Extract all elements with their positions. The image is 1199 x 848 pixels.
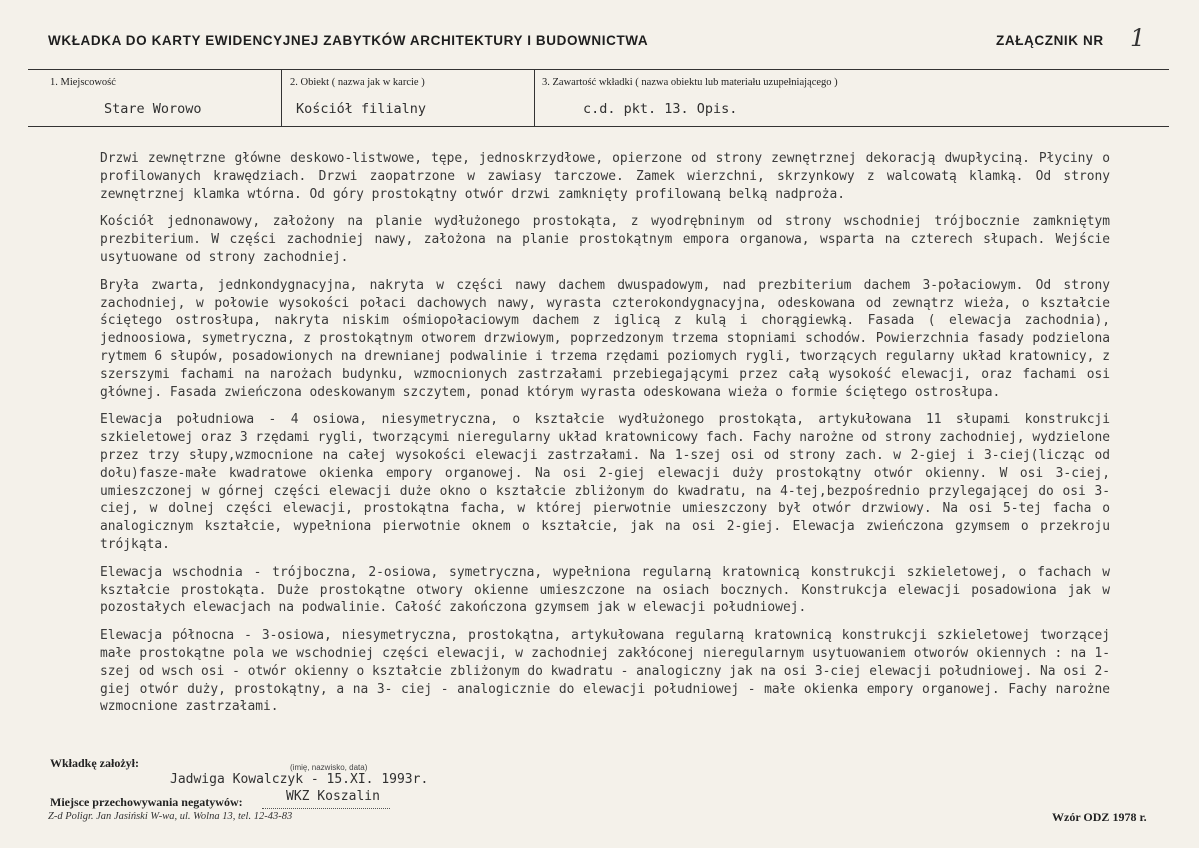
annex-number: 1 xyxy=(1130,24,1146,52)
paragraph-doors: Drzwi zewnętrzne główne deskowo-listwowe, tępe, jednoskrzydłowe, opierzone od strony zewnętrznej dekoracją dwupłyciną. Płyciny o profilowanych krawędziach. Drzwi zaopatrzone w zawiasy tarczowe. Zamek wierzchni, skrzynkowy z walcowatą klamką. Od strony zewnętrznej klamka wtórna. Od góry prostokątny otwór drzwi zamknięty profilowaną belką nadproża. xyxy=(100,151,1110,202)
content-label: 3. Zawartość wkładki ( nazwa obiektu lub materiału uzupełniającego ) xyxy=(542,77,838,88)
field-divider xyxy=(281,70,282,126)
paragraph-church-plan: Kościół jednonawowy, założony na planie wydłużonego prostokąta, z wyodrębninym od strony wschodniej trójbocznie zamkniętym prezbiterium. W części zachodniej nawy, założona na planie prostokątnym empora organowa, wsparta na czterech słupach. Wejście usytuowane od strony zachodniej. xyxy=(100,214,1110,265)
description-text xyxy=(100,150,1110,726)
form-pattern: Wzór ODZ 1978 r. xyxy=(1052,810,1147,824)
storage-value: WKZ Koszalin xyxy=(286,789,380,804)
place-value: Stare Worowo xyxy=(104,101,202,117)
paragraph-south-elevation: Elewacja południowa - 4 osiowa, niesymetryczna, o kształcie wydłużonego prostokąta, artykułowana 11 słupami konstrukcji szkieletowej oraz 3 rzędami rygli, tworzącymi nieregularny układ kratownicowy fach. Fachy narożne od strony zachodniej, wydzielone przez trzy słupy,wzmocnione na całej wysokości elewacji zastrzałami. Na 1-szej osi od strony zach. w 2-giej i 3-ciej(licząc od dołu)fasze-małe kwadratowe okienka empory organowej. Na osi 2-giej elewacji duży prostokątny otwór okienny. W osi 3-ciej, umieszczonej w górnej części elewacji duże okno o kształcie zbliżonym do kwadratu, na 4-tej,bezpośrednio przylegającej do osi 3-ciej, w dolnej części elewacji, prostokątna facha, w której pierwotnie umieszczony był otwór drzwiowy. Na osi 5-tej facha o analogicznym kształcie, wypełniona pierwotnie oknem o kształcie, jak na osi 2-giej. Elewacja zwieńczona gzymsem o przekroju trójkąta. xyxy=(100,412,1110,552)
paragraph-north-elevation: Elewacja północna - 3-osiowa, niesymetryczna, prostokątna, artykułowana regularną kratownicą konstrukcji szkieletowej tworzącej małe prostokątne pola we wschodniej części elewacji, w zachodniej zakłóconej nieregularnym usytuowaniem otworów okiennych : na 1-szej od wsch osi - otwór okienny o kształcie zbliżonym do kwadratu - analogiczny jak na osi 3-ciej elewacji południowej. Na osi 2-giej otwór duży, prostokątny, a na 3- ciej - analogicznie do elewacji południowej - małe okienka empory organowej. Fachy narożne wzmocnione zastrzałami. xyxy=(100,628,1110,715)
form-fields-box xyxy=(28,69,1169,127)
storage-dotted-line xyxy=(262,808,390,809)
field-divider xyxy=(534,70,535,126)
object-value: Kościół filialny xyxy=(296,101,427,117)
paragraph-body-facade: Bryła zwarta, jednkondygnacyjna, nakryta w części nawy dachem dwuspadowym, nad prezbiterium dachem 3-połaciowym. Od strony zachodniej, w połowie wysokości połaci dachowych nawy, wyrasta czterokondygnacyjna, odeskowana od zewnątrz wieża, o kształcie ściętego ostrosłupa, nakryta niskim ośmiopołaciowym dachem z iglicą z kulą i chorągiewką. Fasada ( elewacja zachodnia), jednoosiowa, symetryczna, z prostokątnym otworem drzwiowym, poprzedzonym trzema stopniami schodów. Powierzchnia fasady podzielona rytmem 6 słupów, posadowionych na drewnianej podwalinie i trzema rzędami poziomych rygli, tworzących regularny układ kratownicy, z szerszymi fachami na narożach budynku, wzmocnionych zastrzałami przebiegającymi przez całą wysokość elewacji, oraz fachami osi głównej. Fasada zwieńczona odeskowanym szczytem, ponad którym wyrasta odeskowana wieża o formie ściętego ostrosłupa. xyxy=(100,277,1110,400)
document-title: WKŁADKA DO KARTY EWIDENCYJNEJ ZABYTKÓW ARCHITEKTURY I BUDOWNICTWA xyxy=(48,33,649,48)
author-hint: (imię, nazwisko, data) xyxy=(290,763,368,772)
storage-label: Miejsce przechowywania negatywów: xyxy=(50,795,243,809)
place-label: 1. Miejscowość xyxy=(50,77,116,88)
author-label: Wkładkę założył: xyxy=(50,756,139,770)
paragraph-east-elevation: Elewacja wschodnia - trójboczna, 2-osiowa, symetryczna, wypełniona regularną kratownicą konstrukcji szkieletowej, o fachach w kształcie prostokąta. Duże prostokątne otwory okienne umieszczone na osiach bocznych. Konstrukcja elewacji posadowiona jak w pozostałych elewacjach na podwalinie. Całość zakończona gzymsem jak w elewacji południowej. xyxy=(100,564,1110,616)
object-label: 2. Obiekt ( nazwa jak w karcie ) xyxy=(290,77,425,88)
author-value: Jadwiga Kowalczyk - 15.XI. 1993r. xyxy=(170,772,429,787)
annex-label: ZAŁĄCZNIK NR xyxy=(996,33,1104,48)
printer-imprint: Z-d Poligr. Jan Jasiński W-wa, ul. Wolna 13, tel. 12-43-83 xyxy=(48,811,293,822)
content-value: c.d. pkt. 13. Opis. xyxy=(583,101,738,117)
